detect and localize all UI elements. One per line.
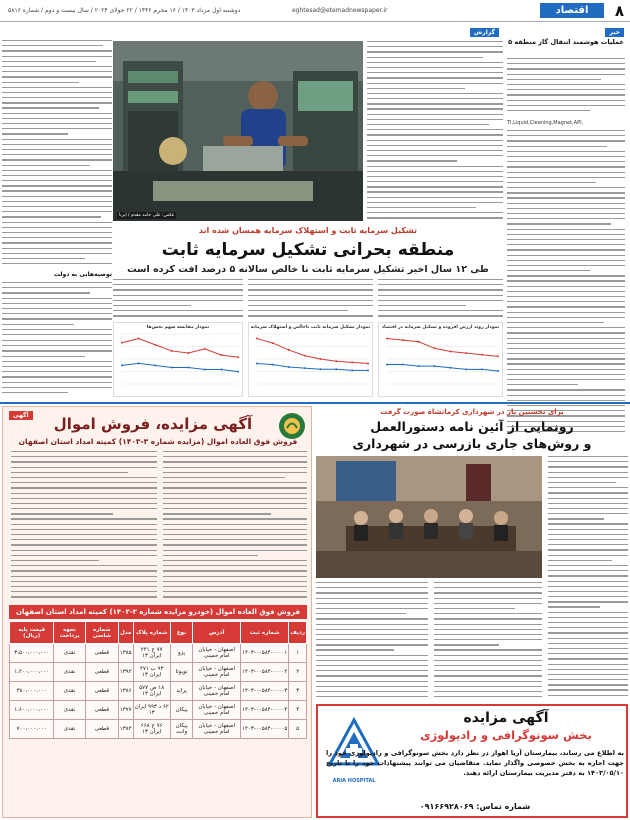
chart-point <box>154 364 156 366</box>
chart-point <box>449 367 451 369</box>
auction-table-cell: پژو <box>170 644 192 663</box>
section-divider <box>0 402 630 404</box>
auction-table-row <box>10 701 307 720</box>
chart-2 <box>248 322 373 397</box>
hospital-ad-subtitle: بخش سونوگرافی و رادیولوژی <box>420 728 592 742</box>
side-news-text-2 <box>507 130 625 432</box>
chart-point <box>138 338 140 340</box>
chart-2-plot <box>249 330 374 394</box>
auction-table-cell: نقدی <box>54 682 86 701</box>
chart-point <box>481 354 483 356</box>
chart-2-title: نمودار تشکیل سرمایه ثابت ناخالص و استهلاک سرمایه <box>250 325 371 330</box>
chart-point <box>237 371 239 373</box>
chart-point <box>204 348 206 350</box>
chart-point <box>319 358 321 360</box>
col-header-type: نوع <box>170 622 192 644</box>
chart-point <box>367 369 369 371</box>
hospital-ad-phone-row <box>326 802 624 811</box>
auction-table-cell: قطعی <box>85 701 118 720</box>
auction-table-cell: ۱۳۸۵ <box>118 644 133 663</box>
chart-point <box>187 352 189 354</box>
chart-point <box>256 363 258 365</box>
left-column-text-3 <box>2 340 112 398</box>
article-kicker: تشکیل سرمایه ثابت و استهلاک سرمایه همسان شده اند <box>198 226 418 235</box>
auction-table-cell: ۱۸ ص ۵۷۷ ایران ۱۳ <box>133 682 170 701</box>
auction-table-cell: اصفهان - خیابان امام خمینی <box>193 663 241 682</box>
auction-table-cell: ۱۴۰۳-۰۰۵۸۴-۰۰۰۰۲ <box>241 663 289 682</box>
article-subheadline: طی ۱۲ سال اخیر تشکیل سرمایه ثابت نا خالص سالانه ۵ درصد افت کرده است <box>127 264 489 275</box>
chart-3 <box>113 322 243 397</box>
chart-point <box>154 344 156 346</box>
auction-table-cell: ۱۴۰۳-۰۰۵۸۴-۰۰۰۰۱ <box>241 644 289 663</box>
auction-table-cell: قطعی <box>85 663 118 682</box>
column-subtitle: توصیه‌هایی به دولت <box>53 271 112 278</box>
chart-3-plot <box>114 330 244 394</box>
auction-table-cell: اصفهان - خیابان امام خمینی <box>193 644 241 663</box>
chart-point <box>304 355 306 357</box>
chart-series-line <box>122 339 238 358</box>
auction-table-cell: ۷۰۰،۰۰۰،۰۰۰ <box>10 720 54 739</box>
chart-point <box>171 350 173 352</box>
auction-table-row <box>10 644 307 663</box>
auction-table-cell: نقدی <box>54 720 86 739</box>
chart-series-line <box>257 339 368 364</box>
chart-point <box>237 356 239 358</box>
chart-point <box>465 352 467 354</box>
auction-table-cell: اصفهان - خیابان امام خمینی <box>193 682 241 701</box>
auction-table-cell: ۶۲ د ۹۹۳ ایران ۱۳ <box>133 701 170 720</box>
auction-table-cell: ۱۳۸۲ <box>118 720 133 739</box>
auction-table-cell: اصفهان - خیابان امام خمینی <box>193 720 241 739</box>
auction-ad-text-left <box>11 451 157 601</box>
auction-ad-text-right <box>163 451 307 601</box>
municipality-text-col-3 <box>316 582 428 700</box>
auction-table-cell: ۱۴۰۳-۰۰۵۸۴-۰۰۰۰۳ <box>241 682 289 701</box>
left-news-column <box>2 40 112 340</box>
section-label: اقتصاد <box>540 3 604 18</box>
hospital-logo-text: ARIA HOSPITAL <box>332 778 376 784</box>
auction-table-cell: ۳ <box>289 682 307 701</box>
chart-point <box>304 367 306 369</box>
chart-point <box>386 364 388 366</box>
chart-point <box>319 368 321 370</box>
auction-table-cell: نقدی <box>54 663 86 682</box>
chart-point <box>204 369 206 371</box>
auction-ad-subtitle: فروش فوق العاده اموال (مزایده شماره ۳-۱۴۰۳) کمیته امداد استان اصفهان <box>18 437 298 446</box>
news-tag: خبر <box>605 28 624 37</box>
auction-table-cell: ۱ <box>289 644 307 663</box>
auction-table-title: فروش فوق العاده اموال (خودرو مزایده شماره ۳-۱۴۰۳) کمیته امداد استان اصفهان <box>9 605 307 619</box>
municipality-headline-2: و روش‌های جاری بازرسی در شهرداری <box>352 436 592 451</box>
col-header-address: آدرس <box>193 622 241 644</box>
chart-point <box>272 364 274 366</box>
auction-table-cell: ۱۳۹۲ <box>118 663 133 682</box>
auction-table-cell: ۱،۲۰۰،۰۰۰،۰۰۰ <box>10 663 54 682</box>
auction-table-cell: نقدی <box>54 644 86 663</box>
side-news-title: عملیات هوشمند انتقال گاز منطقه ۵ <box>508 38 624 46</box>
relief-logo <box>279 413 305 439</box>
website-email: eghtesad@etemadnewspaper.ir <box>292 7 388 14</box>
municipality-text-col-2 <box>434 582 542 700</box>
chart-point <box>335 368 337 370</box>
chart-point <box>220 354 222 356</box>
col-header-payment: نحوه پرداخت <box>54 622 86 644</box>
chart-1 <box>378 322 503 397</box>
auction-table-cell: تویوتا <box>170 663 192 682</box>
col-header-plate: شماره پلاک <box>133 622 170 644</box>
auction-ad <box>2 406 312 818</box>
col-header-row-no: ردیف <box>289 622 307 644</box>
ad-tag: آگهی <box>9 411 33 420</box>
auction-table-cell: قطعی <box>85 720 118 739</box>
chart-1-plot <box>379 330 504 394</box>
auction-table-cell: ۷۷ ج ۲۴۱ ایران ۱۳ <box>133 644 170 663</box>
chart-point <box>187 366 189 368</box>
chart-point <box>434 365 436 367</box>
article-text <box>367 41 503 219</box>
auction-table-cell: ۳،۵۰۰،۰۰۰،۰۰۰ <box>10 644 54 663</box>
auction-table-cell: ۴ <box>289 701 307 720</box>
auction-table-cell: ۱۴۰۳-۰۰۵۸۴-۰۰۰۰۵ <box>241 720 289 739</box>
chart-point <box>335 360 337 362</box>
chart-point <box>418 365 420 367</box>
chart-point <box>220 369 222 371</box>
chart-point <box>386 338 388 340</box>
col-header-base-price: قیمت پایه (ریال) <box>10 622 54 644</box>
issue-date: دوشنبه اول مرداد ۱۴۰۳ / ۱۶ محرم ۱۴۴۶ / ۲۲ جولای ۲۰۲۴ / سال بیست و دوم / شماره ۵۸۱۶ <box>8 7 241 14</box>
municipality-article <box>316 406 628 702</box>
auction-table-row <box>10 720 307 739</box>
chart-point <box>288 366 290 368</box>
chart-point <box>138 362 140 364</box>
auction-table-header-row <box>10 622 307 644</box>
auction-table-cell: ۷۶ ج ۶۶۸ ایران ۱۳ <box>133 720 170 739</box>
auction-table-cell: ۹۳ ب ۴۷۱ ایران ۱۳ <box>133 663 170 682</box>
side-news-english: TI,Liquid,Cleaning,Magnet,API, <box>507 120 584 126</box>
municipality-text-right <box>548 456 628 700</box>
col-header-model: مدل <box>118 622 133 644</box>
chart-point <box>351 369 353 371</box>
meeting-photo <box>316 456 542 578</box>
report-tag: گزارش <box>470 28 499 37</box>
auction-table-cell: پیکان وانت <box>170 720 192 739</box>
chart-point <box>288 349 290 351</box>
hospital-ad-body: به اطلاع می رساند، بیمارستان آریا اهواز در نظر دارد بخش سونوگرافی و رادیولوژی خود را جهت اجاره به بخش خصوصی واگذار نماید. متقاضیان می توانند پیشنهادات خود را تا تاریخ ۱۴۰۳/۰۵/۱۰ به دفتر مدیریت بیمارستان ارائه دهند. <box>326 749 624 777</box>
article-text-under-headline-3 <box>113 279 243 319</box>
chart-point <box>121 342 123 344</box>
chart-point <box>449 351 451 353</box>
chart-series-line <box>387 339 498 357</box>
chart-point <box>418 341 420 343</box>
auction-table-cell: ۵ <box>289 720 307 739</box>
auction-table-cell: پراید <box>170 682 192 701</box>
side-news-text <box>507 58 625 118</box>
left-column-text-2 <box>2 282 112 338</box>
chart-point <box>272 342 274 344</box>
chart-point <box>497 355 499 357</box>
main-article-body <box>367 41 503 219</box>
chart-point <box>481 368 483 370</box>
photo-caption: عکس: علی حامد مقدم / ایرنا <box>119 213 175 218</box>
col-header-chassis: شماره شاسی <box>85 622 118 644</box>
hospital-ad-title: آگهی مزایده <box>463 710 549 726</box>
left-column-text <box>2 40 112 268</box>
chart-point <box>465 368 467 370</box>
article-text-under-headline-2 <box>248 279 373 319</box>
page-header <box>0 0 630 22</box>
auction-table-cell: ۱۳۸۶ <box>118 682 133 701</box>
hospital-ad-phone-label: شماره تماس: <box>476 802 531 811</box>
municipality-headline-1: رونمایی از آئین نامه دستورالعمل <box>370 419 574 434</box>
hospital-ad-phone[interactable]: ۰۹۱۶۶۹۲۸۰۶۹ <box>419 802 474 811</box>
chart-point <box>402 364 404 366</box>
auction-table-cell: ۱،۶۰۰،۰۰۰،۰۰۰ <box>10 701 54 720</box>
page-number: ۸ <box>614 2 624 20</box>
auction-table-cell: قطعی <box>85 644 118 663</box>
chart-series-line <box>387 365 498 371</box>
article-headline: منطقه بحرانی تشکیل سرمایه ثابت <box>161 240 455 260</box>
auction-table-cell: قطعی <box>85 682 118 701</box>
auction-table-cell: ۱۴۰۳-۰۰۵۸۴-۰۰۰۰۴ <box>241 701 289 720</box>
chart-1-title: نمودار روند ارزش افزوده و تشکیل سرمایه در اقتصاد <box>381 325 500 330</box>
auction-table-cell: ۳۸۰،۰۰۰،۰۰۰ <box>10 682 54 701</box>
chart-point <box>256 338 258 340</box>
auction-table-cell: ۱۳۷۷ <box>118 701 133 720</box>
auction-table-row <box>10 663 307 682</box>
auction-table-cell: پیکان <box>170 701 192 720</box>
auction-ad-title: آگهی مزایده، فروش اموال <box>53 415 253 433</box>
chart-point <box>402 339 404 341</box>
chart-point <box>121 364 123 366</box>
auction-table-cell: ۲ <box>289 663 307 682</box>
chart-point <box>367 363 369 365</box>
chart-point <box>434 347 436 349</box>
auction-table-cell: اصفهان - خیابان امام خمینی <box>193 701 241 720</box>
col-header-reg-no: شماره ثبت <box>241 622 289 644</box>
chart-point <box>497 370 499 372</box>
auction-table <box>9 621 307 739</box>
chart-point <box>171 366 173 368</box>
auction-table-cell: نقدی <box>54 701 86 720</box>
chart-series-line <box>122 363 238 371</box>
auction-table-wrap <box>9 621 307 739</box>
hospital-ad <box>316 704 628 818</box>
article-text-under-headline-1 <box>378 279 503 319</box>
auction-table-row <box>10 682 307 701</box>
chart-point <box>351 361 353 363</box>
chart-3-title: نمودار مقایسه سهم بخش‌ها <box>146 325 210 330</box>
workshop-photo <box>113 41 363 221</box>
municipality-kicker: برای نخستین بار در شهرداری کرمانشاه صورت گرفت <box>380 408 564 416</box>
